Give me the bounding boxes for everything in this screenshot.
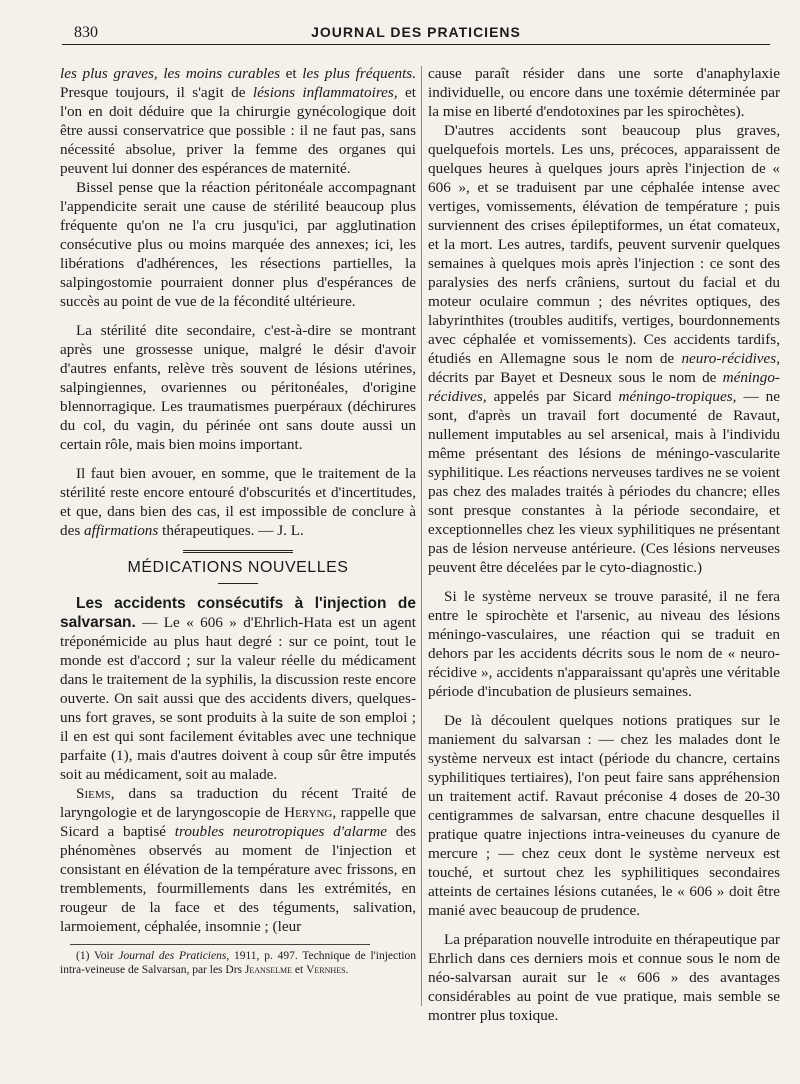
author-name: Siems [76, 785, 111, 802]
italic-text: méningo-tropiques [618, 388, 733, 405]
italic-text: les plus graves, les moins curables [60, 65, 281, 82]
left-column [60, 64, 416, 977]
journal-title: JOURNAL DES PRATICIENS [311, 24, 521, 40]
page-header [62, 22, 770, 45]
paragraph-neo-salvarsan: La préparation nouvelle introduite en thérapeutique par Ehrlich dans ces derniers mois et connue sous le nom de néo-salvarsan aurait sur le « 606 » des avantages considérables au point de vue pratique, mais semble se montrer plus toxique. [428, 931, 780, 1024]
paragraph-practical-notions: De là découlent quelques notions pratiques sur le maniement du salvarsan : — chez les malades dont le système nerveux est intact (période du chancre, certains syphilitiques tertiaires), l'on peut faire sans appréhension un traitement actif. Ravaut préconise 4 doses de 20-30 centigrammes de salvarsan, entre chacune desquelles il pratique quatre injections intra-veineuses du cyanure de mercure ; — chez ceux dont le système nerveux est touché, et surtout chez les syphilitiques secondaires atteints de certaines lésions cutanées, le « 606 » doit être manié avec beaucoup de prudence. [428, 712, 780, 919]
paragraph-siems [60, 784, 416, 936]
section-underline [218, 583, 258, 584]
text: , appelés par Sicard [482, 388, 619, 405]
text: des phénomènes observés au moment de l'injection et consistant en élévation de la température avec frissons, en tremblements, fourmillements dans les extrémités, en rougeur de la face et des téguments, salivation, larmoiement, céphalée, insomnie ; (leur [60, 823, 416, 935]
author-name: Jeanselme [244, 964, 293, 976]
author-name: Heryng [284, 804, 333, 821]
paragraph-sterility-lesions [60, 64, 416, 178]
text: Il faut bien avouer, en somme, que le traitement de la stérilité reste encore entouré d'obscurités et d'incertitudes, et que, dans bien des cas, il est impossible de conclure à des [60, 465, 416, 539]
text: , rappelle que Sicard a baptisé [60, 804, 416, 840]
italic-text: les plus fréquents. [302, 65, 416, 82]
text: et [280, 65, 303, 82]
paragraph-salvarsan-intro [60, 594, 416, 784]
text: et [292, 964, 307, 976]
right-column [428, 64, 780, 1025]
text: , dans sa traduction du récent Traité de laryngologie et de laryngoscopie de [60, 785, 416, 821]
page-number: 830 [74, 24, 98, 41]
italic-text: troubles neurotropiques d'alarme [174, 823, 388, 840]
italic-text: affirmations [84, 522, 159, 539]
text: Presque toujours, il s'agit de [60, 84, 253, 101]
text: D'autres accidents sont beaucoup plus graves, quelquefois mortels. Les uns, précoces, apparaissent de quelques heures à quelques jours après l'injection de « 606 », et se traduisent par une céphalée intense avec vertiges, vomissements, élévation de température ; puis surviennent des crises épileptiformes, un état comateux, et la mort. Les autres, tardifs, peuvent survenir quelques semaines à quelques mois après l'injection : ce sont des paralysies des nerfs crâniens, surtout du facial et du moteur oculaire commun ; des névrites optiques, des labyrinthites (troubles auditifs, vertiges, bourdonnements avec céphalée et vomissements). Ces accidents tardifs, étudiés en Allemagne sous le nom de [428, 122, 780, 367]
paragraph-secondary-sterility: La stérilité dite secondaire, c'est-à-dire se montrant après une grossesse unique, malgré le désir d'avoir d'autres enfants, relève très souvent de lésions utérines, salpingiennes, ovariennes ou péritonéales, d'origine blennorragique. Les traumatismes puerpéraux (déchirures du col, du vagin, du périnée ont sans doute aussi un certain rôle, mais bien moins important. [60, 322, 416, 453]
text: (1) Voir [76, 950, 119, 962]
paragraph-conclusion [60, 464, 416, 540]
column-divider [421, 66, 422, 1006]
section-rule [183, 550, 293, 553]
text: — Le « 606 » d'Ehrlich-Hata est un agent tréponémicide au plus haut degré : sur ce point, tout le monde est d'accord ; sur la valeur réelle du médicament dans le traitement de la syphilis, la discussion reste encore ouverte. On sait aussi que des accidents divers, quelques-uns fort graves, se sont produits à la suite de son emploi ; il en est qui sont facilement évitables avec une technique parfaite (1), mais d'autres doivent à coup sûr être imputés soit au médicament, soit au malade. [60, 614, 416, 783]
italic-text: méningo-récidives [428, 369, 780, 405]
text: , décrits par Bayet et Desneux sous le nom de [428, 350, 780, 386]
text: et l'on en doit déduire que la chirurgie gynécologique doit être aussi conservatrice que possible : il ne faut pas, sans nécessité absolue, priver la femme des organes qui peuvent lui donner des espérances de maternité. [60, 84, 416, 177]
article-title: Les accidents consécutifs à l'injection de salvarsan. [60, 595, 416, 631]
text: . [345, 964, 349, 976]
italic-text: lésions inflammatoires, [252, 84, 398, 101]
paragraph-nervous-system: Si le système nerveux se trouve parasité, il ne fera entre le spirochète et l'arsenic, au niveau des lésions méningo-vasculaires, une réaction qui se traduit en dehors par les accidents décrits sous le nom de « neuro-récidive », accidents n'apparaissant qu'après une véritable période d'incubation de plusieurs semaines. [428, 588, 780, 700]
paragraph-anaphylaxis: cause paraît résider dans une sorte d'anaphylaxie individuelle, ou encore dans une toxémie déterminée par la mise en liberté d'endotoxines par les spirochètes). [428, 65, 780, 120]
italic-text: Journal des Praticiens [118, 950, 227, 962]
italic-text: neuro-récidives [681, 350, 777, 367]
text: thérapeutiques. — J. L. [158, 522, 304, 539]
footnote [60, 949, 416, 977]
author-name: Vernhes [306, 964, 346, 976]
footnote-rule [70, 944, 370, 945]
text: , 1911, p. 497. Technique de l'injection intra-veineuse de Salvarsan, par les Drs [60, 950, 416, 976]
paragraph-bissel: Bissel pense que la réaction péritonéale accompagnant l'appendicite serait une cause de stérilité beaucoup plus fréquente qu'on ne l'a cru jusqu'ici, par agglutination consécutive plus ou moins marquée des annexes; ici, les libérations d'adhérences, les résections partielles, la salpingostomie pourraient donner plus d'espérances de succès au point de vue de la fécondité ultérieure. [60, 179, 416, 310]
section-title: MÉDICATIONS NOUVELLES [127, 559, 349, 576]
paragraph-grave-accidents [428, 121, 780, 577]
text: , — ne sont, d'après un travail fort documenté de Ravaut, nullement imputables au sel arsenical, mais à l'individu même présentant des lésions de méningo-vascularite syphilitique. Les réactions nerveuses tardives ne se voient pas chez des malades traités à périodes du chancre; elles sont presque constantes à la période secondaire, et exceptionnelles chez les vieux syphilitiques ne présentant pas de lésion nerveuse antérieure. (Ces lésions nerveuses peuvent être décelées par le cyto-diagnostic.) [428, 388, 781, 576]
